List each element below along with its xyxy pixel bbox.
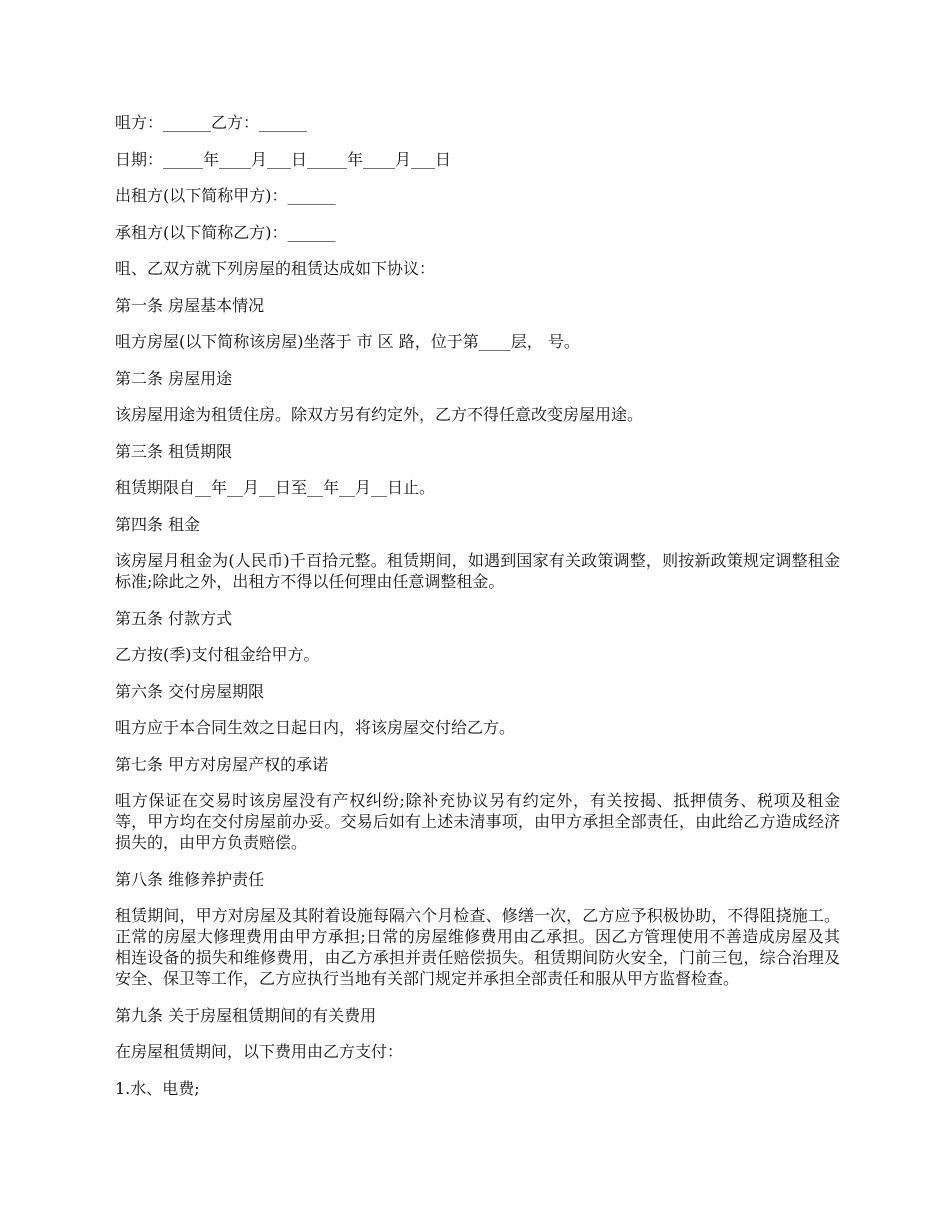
- article-1-heading: 第一条 房屋基本情况: [115, 295, 265, 315]
- agreement-intro: 咀、乙双方就下列房屋的租赁达成如下协议：: [115, 259, 436, 278]
- document-body: [115, 112, 840, 1114]
- article-4-body: 该房屋月租金为(人民币)千百拾元整。租赁期间，如遇到国家有关政策调整，则按新政策规定调整租金标准;除此之外，出租方不得以任何理由任意调整租金。: [115, 551, 840, 591]
- article-2-heading: 第二条 房屋用途: [115, 368, 233, 388]
- party-names-line: 咀方：______乙方：______: [115, 113, 308, 132]
- date-line: 日期：_____年____月___日_____年____月___日: [115, 149, 452, 169]
- article-1-body: 咀方房屋(以下简称该房屋)坐落于 市 区 路，位于第____层， 号。: [115, 332, 580, 351]
- article-5-heading: 第五条 付款方式: [115, 608, 233, 628]
- article-9-body: 在房屋租赁期间，以下费用由乙方支付：: [115, 1042, 404, 1061]
- article-6-body: 咀方应于本合同生效之日起日内，将该房屋交付给乙方。: [115, 718, 516, 737]
- article-5-body: 乙方按(季)支付租金给甲方。: [115, 645, 320, 664]
- lessor-line: 出租方(以下简称甲方)：______: [115, 186, 336, 205]
- article-3-body: 租赁期限自__年__月__日至__年__月__日止。: [115, 478, 436, 497]
- article-3-heading: 第三条 租赁期限: [115, 441, 233, 461]
- article-9-heading: 第九条 关于房屋租赁期间的有关费用: [115, 1005, 377, 1025]
- article-7-heading: 第七条 甲方对房屋产权的承诺: [115, 754, 329, 774]
- article-4-heading: 第四条 租金: [115, 514, 201, 534]
- article-9-item-1: 1.水、电费;: [115, 1078, 200, 1098]
- article-8-body: 租赁期间，甲方对房屋及其附着设施每隔六个月检查、修缮一次，乙方应予积极协助，不得阻挠施工。正常的房屋大修理费用由甲方承担;日常的房屋维修费用由乙承担。因乙方管理使用不善造成房屋及其相连设备的损失和维修费用，由乙方承担并责任赔偿损失。租赁期间防火安全，门前三包，综合治理及安全、保卫等工作，乙方应执行当地有关部门规定并承担全部责任和服从甲方监督检查。: [115, 906, 840, 988]
- article-6-heading: 第六条 交付房屋期限: [115, 681, 265, 701]
- article-8-heading: 第八条 维修养护责任: [115, 869, 265, 889]
- lessee-line: 承租方(以下简称乙方)：______: [115, 222, 336, 242]
- article-2-body: 该房屋用途为租赁住房。除双方另有约定外，乙方不得任意改变房屋用途。: [115, 405, 644, 424]
- article-7-body: 咀方保证在交易时该房屋没有产权纠纷;除补充协议另有约定外，有关按揭、抵押债务、税项及租金等，甲方均在交付房屋前办妥。交易后如有上述未清事项，由甲方承担全部责任，由此给乙方造成经济损失的，由甲方负责赔偿。: [115, 791, 840, 852]
